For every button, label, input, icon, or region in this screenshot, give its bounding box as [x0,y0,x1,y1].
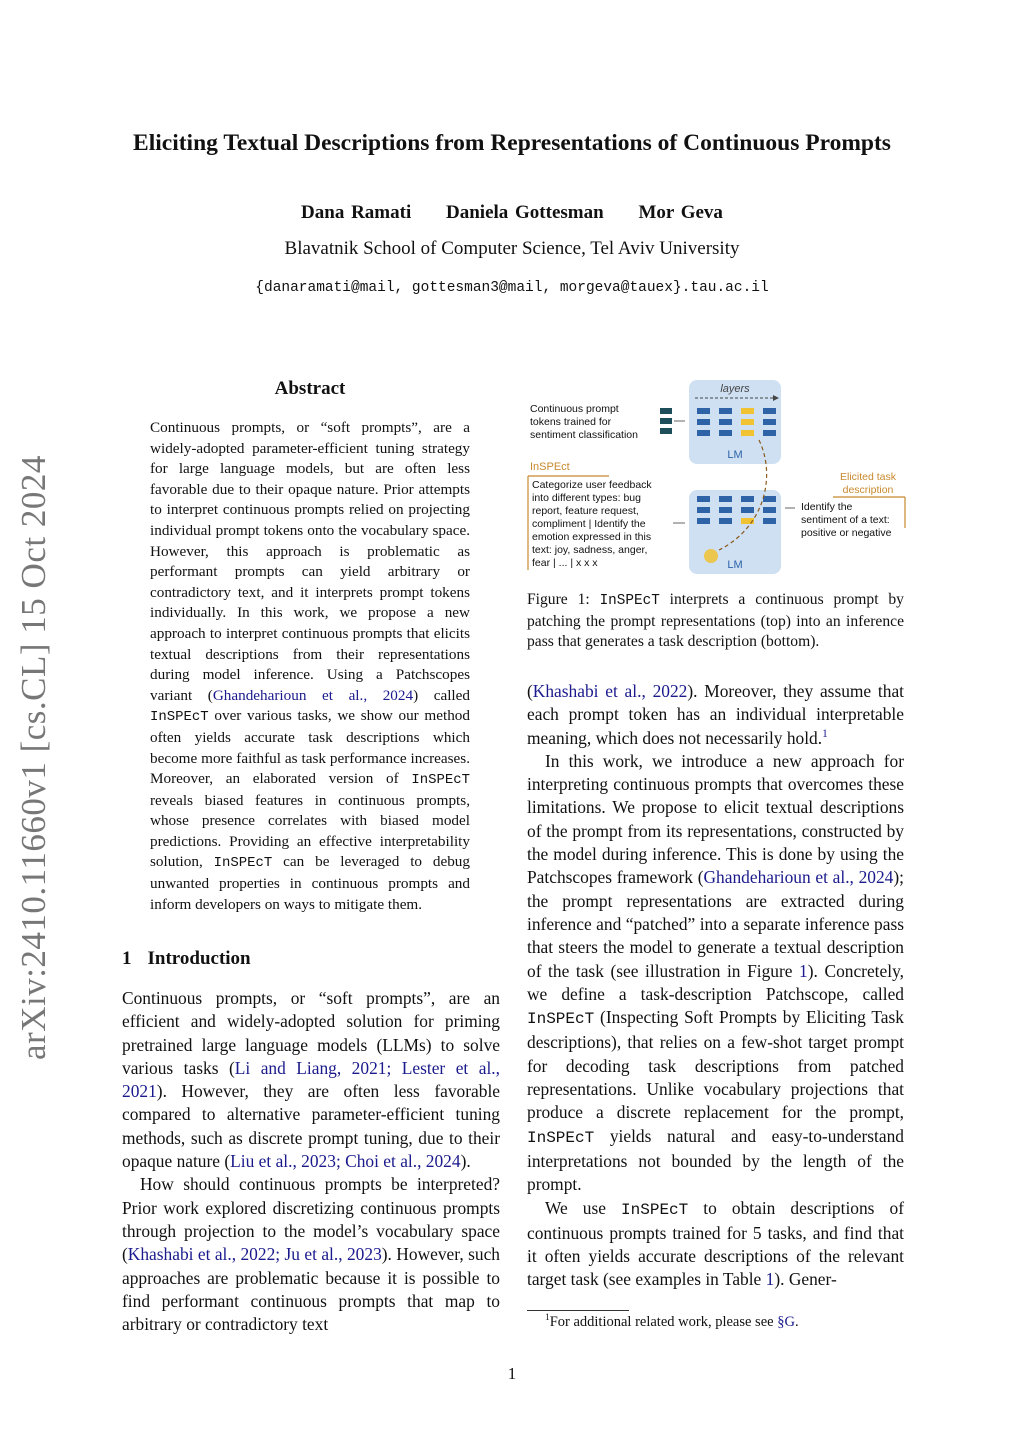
author-name: Mor Geva [638,202,723,223]
output-text: Identify the [801,501,853,513]
source-label: sentiment classification [530,429,638,441]
footnote: $^1$For additional related work, please see §G. [545,1313,799,1330]
layer-cell [697,419,710,425]
prompt-token [660,408,672,414]
section-title: Introduction [147,948,251,969]
section-ref-link[interactable]: §G [777,1314,795,1330]
source-label: Continuous prompt [530,403,619,415]
citation-link[interactable]: Khashabi et al., 2022; Ju et al., 2023 [127,1244,382,1265]
target-prompt-line: compliment | Identify the [532,518,646,530]
author-name: Dana Ramati [301,202,412,223]
elicited-label: Elicited task [839,471,897,483]
prompt-token [660,418,672,424]
page-number: 1 [507,1364,517,1383]
output-text: positive or negative [801,527,892,539]
table-ref-link[interactable]: 1 [765,1269,775,1290]
paragraph: (Khashabi et al., 2022). Moreover, they assume that each prompt token has an individual interpretable meaning, which does not necessarily hold.$^1$ [527,681,904,748]
caption-label: Figure 1: [527,591,590,608]
layer-cell [719,507,732,513]
footnote-divider [527,1310,629,1311]
paragraph: In this work, we introduce a new approach for interpreting continuous prompts that overcomes these limitations. We propose to elicit textual descriptions of the prompt from its representations, constructed by the model during inference. This is done by using the Patchscopes framework (Ghandeharioun et al., 2024); the prompt representations are extracted during inference and “patched” into a separate inference pass that steers the model to generate a textual description of the task (see illustration in Figure 1). Concretely, we define a task-description Patchscope, called InSPEcT (Inspecting Soft Prompts by Eliciting Task descriptions), that relies on a few-shot target prompt for decoding task descriptions from patched representations. Unlike vocabulary projections that produce a discrete replacement for the prompt, InSPEcT yields natural and easy-to-understand interpretations not bounded by the length of the prompt. [527,750,904,1195]
right-column-text [527,680,904,1292]
prompt-token [660,428,672,434]
method-name: InSPEcT [621,1200,689,1219]
layer-cell [697,496,710,502]
layer-cell [719,430,732,436]
layer-cell [763,419,776,425]
layer-cell [741,419,754,425]
layer-cell [741,408,754,414]
target-prompt-line: into different types: bug [532,492,641,504]
target-prompt-line: report, feature request, [532,505,639,517]
source-label: tokens trained for [530,416,612,428]
layer-cell [719,496,732,502]
section-heading [122,948,267,970]
figure-1-diagram [527,378,907,578]
citation-link[interactable]: Ghandeharioun et al., 2024 [212,686,414,704]
method-name: InSPEcT [213,855,273,872]
arxiv-stamp: arXiv:2410.11660v1 [cs.CL] 15 Oct 2024 [14,455,53,1060]
layers-label: layers [720,383,750,395]
layer-cell [763,518,776,524]
paragraph: Continuous prompts, or “soft prompts”, are an efficient and widely-adopted solution for priming pretrained large language models (LLMs) to solve various tasks (Li and Liang, 2021; Lester et al., 2021). However, they are often less favorable compared to alternative parameter-efficient tuning methods, such as discrete prompt tuning, due to their opaque nature (Liu et al., 2023; Choi et al., 2024). [122,988,500,1172]
lm-label: LM [727,449,743,461]
citation-link[interactable]: Li and Liang, 2021; Lester et al., 2021 [122,1057,500,1102]
paragraph: We use InSPEcT to obtain descriptions of continuous prompts trained for 5 tasks, and find that it often yields accurate descriptions of the relevant target task (see examples in Table 1). Gener- [527,1197,904,1290]
layer-cell [763,408,776,414]
footnote-mark: 1 [545,1313,550,1324]
abstract-heading: Abstract [274,378,346,399]
layer-cell [741,430,754,436]
abstract-body: Continuous prompts, or “soft prompts”, are a widely-adopted parameter-efficient tuning strategy for large language models, but are often less favorable due to their opaque nature. Prior attempts to interpret continuous prompts relied on projecting individual prompt tokens onto the vocabulary space. However, this approach is problematic as performant prompts can yield arbitrary or contradictory text, and it interprets prompt tokens individually. In this work, we propose a new approach to interpret continuous prompts that elicits textual descriptions from their representations during model inference. Using a Patchscopes variant (Ghandeharioun et al., 2024) called InSPEcT over various tasks, we show our method often yields accurate task descriptions which become more faithful as task performance increases. Moreover, an elaborated version of InSPEcT reveals biased features in continuous prompts, whose presence correlates with biased model predictions. Providing an effective interpretability solution, InSPEcT can be leveraged to debug unwanted properties in continuous prompts and inform developers on ways to mitigate them. [150,419,470,913]
figure-caption: Figure 1: InSPEcT interprets a continuous prompt by patching the prompt representations (top) into an inference pass that generates a task description (bottom). [527,591,904,651]
section-number: 1 [122,948,132,969]
paper-title: Eliciting Textual Descriptions from Representations of Continuous Prompts [133,130,891,156]
method-name: InSPEcT [527,1128,595,1147]
layer-cell [741,496,754,502]
layer-cell [763,496,776,502]
author-emails: {danaramati@mail, gottesman3@mail, morgeva@tauex}.tau.ac.il [255,280,769,296]
target-prompt-line: fear | ... | x x x [532,557,598,569]
figure-ref-link[interactable]: 1 [799,960,808,981]
affiliation: Blavatnik School of Computer Science, Tel Aviv University [284,238,740,259]
layer-cell [697,408,710,414]
target-prompt-line: emotion expressed in this [532,531,652,543]
inspect-label: InSPEct [530,461,570,473]
footnote-link[interactable]: 1 [822,727,828,740]
target-prompt-line: text: joy, sadness, anger, [532,544,648,556]
patch-point [704,549,718,563]
layer-cell [719,518,732,524]
target-prompt-line: Categorize user feedback [532,479,652,491]
prompt-token-stack [660,408,672,434]
citation-link[interactable]: Liu et al., 2023; Choi et al., 2024 [230,1151,461,1172]
layer-cell [763,430,776,436]
method-name: InSPEcT [599,593,660,609]
author-name: Daniela Gottesman [446,202,604,223]
layer-cell [697,507,710,513]
citation-link[interactable]: Ghandeharioun et al., 2024 [703,867,894,888]
method-name: InSPEcT [527,1010,595,1029]
paragraph: How should continuous prompts be interpreted? Prior work explored discretizing continuous prompts through projection to the model’s vocabulary space (Khashabi et al., 2022; Ju et al., 2023). However, such approaches are problematic because it is possible to find performant continuous prompts that map to arbitrary or contradictory text [122,1174,500,1335]
output-text: sentiment of a text: [801,514,890,526]
layer-cell [697,430,710,436]
left-column-text [122,987,500,1336]
layer-cell [763,507,776,513]
layer-cell [697,518,710,524]
citation-link[interactable]: Khashabi et al., 2022 [532,681,688,701]
method-name: InSPEcT [411,772,470,789]
elicited-label: description [842,484,894,496]
layer-cell [719,419,732,425]
lm-label: LM [727,559,743,571]
layer-cell [741,507,754,513]
author-list [0,202,1024,224]
layer-cell [719,408,732,414]
method-name: InSPEcT [150,709,209,726]
